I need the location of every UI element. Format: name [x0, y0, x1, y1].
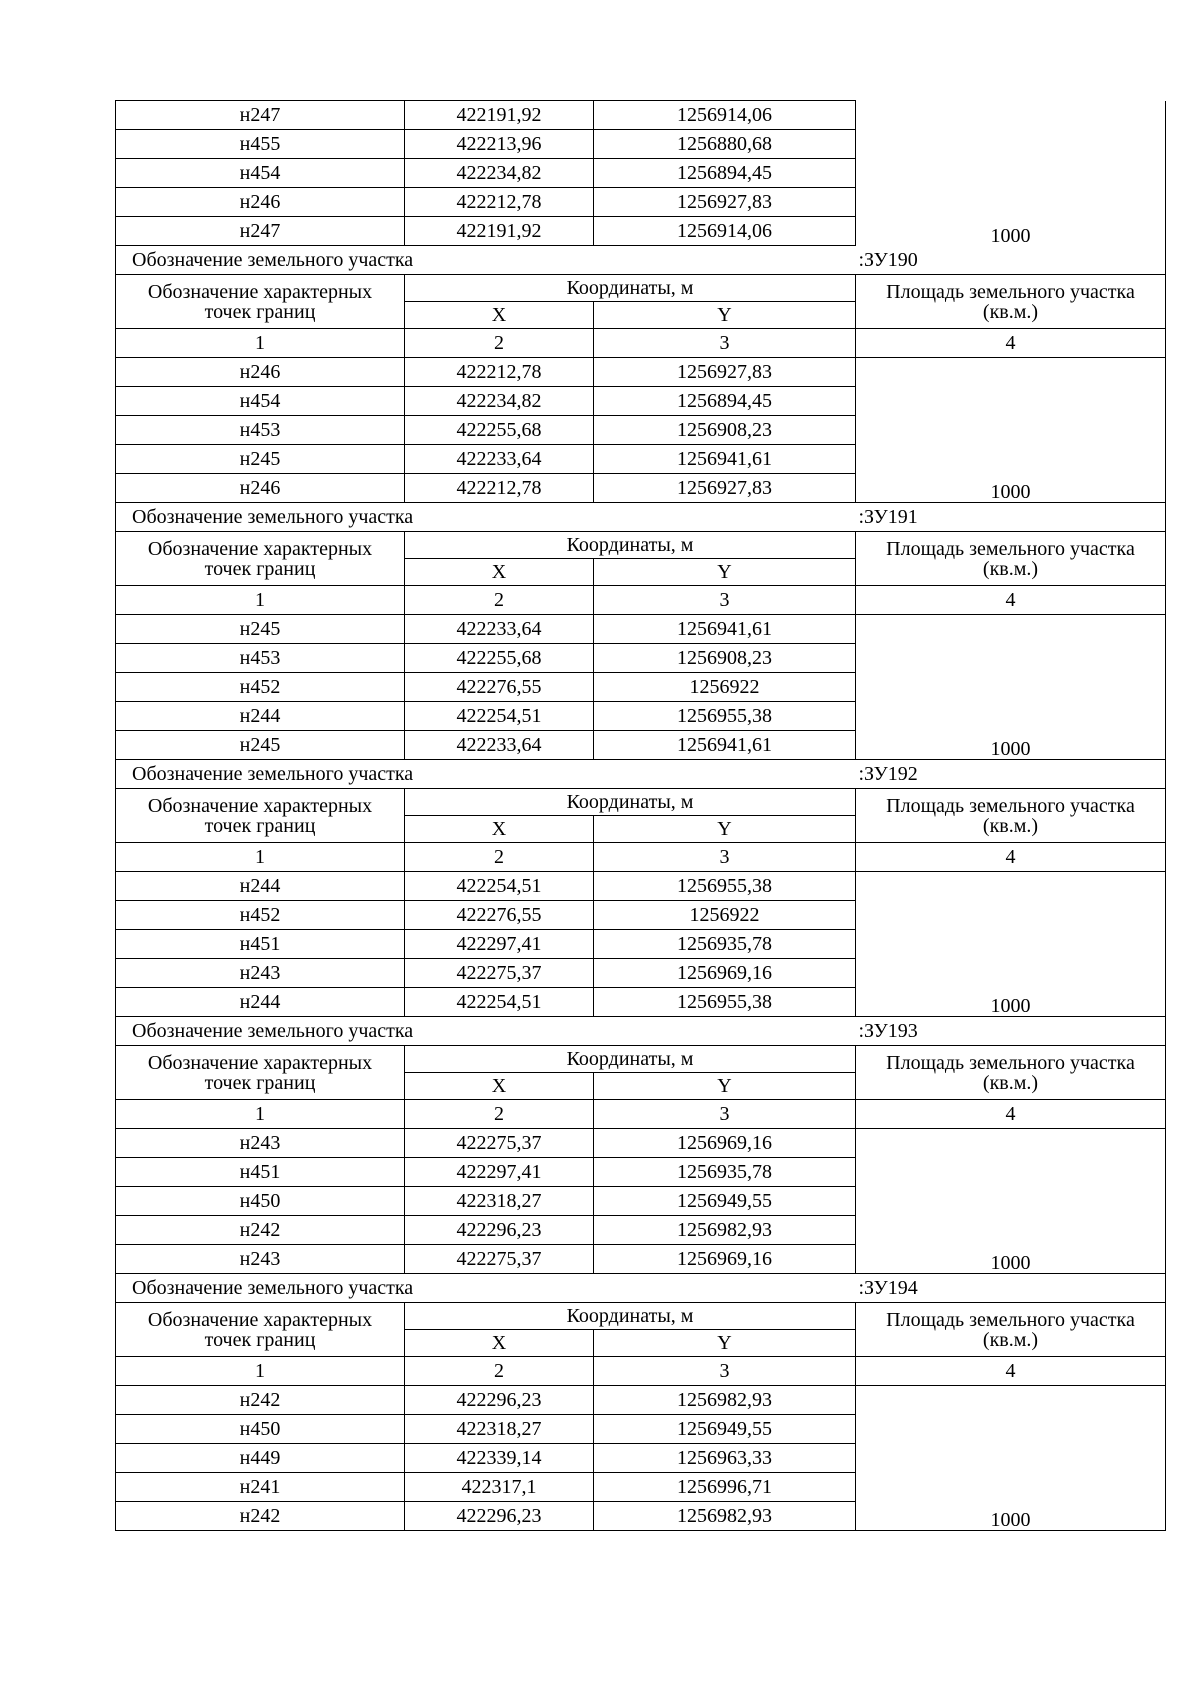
- x-header: X: [405, 559, 594, 586]
- y-coordinate: 1256969,16: [594, 1245, 856, 1274]
- x-coordinate: 422212,78: [405, 188, 594, 217]
- y-coordinate: 1256927,83: [594, 358, 856, 387]
- parcel-header-row: [116, 1017, 1166, 1046]
- points-header: [116, 275, 405, 329]
- coords-header: Координаты, м: [405, 532, 856, 559]
- area-value: 1000: [856, 358, 1166, 503]
- area-header-line-1: Площадь земельного участка: [886, 794, 1135, 817]
- area-header-line-1: Площадь земельного участка: [886, 280, 1135, 303]
- points-header: [116, 789, 405, 843]
- x-coordinate: 422255,68: [405, 416, 594, 445]
- points-header-line-2: точек границ: [204, 1328, 316, 1351]
- points-header: [116, 1046, 405, 1100]
- column-header-row: [116, 1303, 1166, 1330]
- area-header: [856, 1303, 1166, 1357]
- coords-header: Координаты, м: [405, 275, 856, 302]
- x-coordinate: 422233,64: [405, 615, 594, 644]
- area-header: [856, 789, 1166, 843]
- parcel-label: Обозначение земельного участка: [116, 246, 856, 275]
- parcel-id: :ЗУ194: [856, 1274, 1166, 1303]
- table-row: [116, 1386, 1166, 1415]
- y-header: Y: [594, 302, 856, 329]
- y-coordinate: 1256996,71: [594, 1473, 856, 1502]
- points-header-line-1: Обозначение характерных: [147, 1308, 373, 1331]
- y-coordinate: 1256922: [594, 901, 856, 930]
- coords-header: Координаты, м: [405, 1046, 856, 1073]
- col-number-1: 1: [116, 329, 405, 358]
- parcel-header-row: [116, 246, 1166, 275]
- area-header-line-1: Площадь земельного участка: [886, 1308, 1135, 1331]
- col-number-2: 2: [405, 1100, 594, 1129]
- area-value: 1000: [856, 615, 1166, 760]
- x-coordinate: 422275,37: [405, 1245, 594, 1274]
- point-id: н453: [116, 644, 405, 673]
- column-number-row: [116, 329, 1166, 358]
- y-coordinate: 1256908,23: [594, 416, 856, 445]
- col-number-4: 4: [856, 586, 1166, 615]
- x-coordinate: 422254,51: [405, 702, 594, 731]
- x-coordinate: 422275,37: [405, 1129, 594, 1158]
- area-header-line-2: (кв.м.): [982, 300, 1039, 323]
- col-number-3: 3: [594, 329, 856, 358]
- points-header-line-2: точек границ: [204, 1071, 316, 1094]
- parcel-label: Обозначение земельного участка: [116, 1274, 856, 1303]
- x-coordinate: 422212,78: [405, 358, 594, 387]
- coordinates-document: [115, 100, 1165, 1531]
- x-header: X: [405, 816, 594, 843]
- point-id: н245: [116, 445, 405, 474]
- y-coordinate: 1256949,55: [594, 1415, 856, 1444]
- y-coordinate: 1256969,16: [594, 959, 856, 988]
- coords-header: Координаты, м: [405, 789, 856, 816]
- point-id: н450: [116, 1415, 405, 1444]
- y-coordinate: 1256880,68: [594, 130, 856, 159]
- y-coordinate: 1256894,45: [594, 387, 856, 416]
- point-id: н242: [116, 1216, 405, 1245]
- area-value: 1000: [856, 1129, 1166, 1274]
- column-header-row: [116, 532, 1166, 559]
- parcel-header-row: [116, 503, 1166, 532]
- area-header-line-2: (кв.м.): [982, 1328, 1039, 1351]
- parcel-header-row: [116, 1274, 1166, 1303]
- x-coordinate: 422276,55: [405, 673, 594, 702]
- area-header: [856, 532, 1166, 586]
- x-coordinate: 422275,37: [405, 959, 594, 988]
- parcel-id: :ЗУ190: [856, 246, 1166, 275]
- parcel-label: Обозначение земельного участка: [116, 1017, 856, 1046]
- point-id: н246: [116, 188, 405, 217]
- parcel-label: Обозначение земельного участка: [116, 760, 856, 789]
- column-number-row: [116, 586, 1166, 615]
- col-number-2: 2: [405, 843, 594, 872]
- parcel-id: :ЗУ192: [856, 760, 1166, 789]
- area-header-line-1: Площадь земельного участка: [886, 537, 1135, 560]
- x-coordinate: 422318,27: [405, 1187, 594, 1216]
- column-number-row: [116, 1100, 1166, 1129]
- col-number-3: 3: [594, 843, 856, 872]
- y-coordinate: 1256982,93: [594, 1216, 856, 1245]
- y-coordinate: 1256941,61: [594, 445, 856, 474]
- x-coordinate: 422233,64: [405, 731, 594, 760]
- x-coordinate: 422234,82: [405, 387, 594, 416]
- points-header: [116, 532, 405, 586]
- point-id: н243: [116, 1129, 405, 1158]
- x-coordinate: 422297,41: [405, 1158, 594, 1187]
- point-id: н454: [116, 159, 405, 188]
- point-id: н455: [116, 130, 405, 159]
- parcel-id: :ЗУ191: [856, 503, 1166, 532]
- point-id: н244: [116, 872, 405, 901]
- coordinates-table-body: [116, 101, 1166, 1531]
- y-coordinate: 1256941,61: [594, 615, 856, 644]
- y-coordinate: 1256982,93: [594, 1502, 856, 1531]
- y-coordinate: 1256908,23: [594, 644, 856, 673]
- table-row: [116, 615, 1166, 644]
- col-number-4: 4: [856, 1100, 1166, 1129]
- table-row: [116, 358, 1166, 387]
- col-number-4: 4: [856, 843, 1166, 872]
- x-header: X: [405, 302, 594, 329]
- col-number-1: 1: [116, 1357, 405, 1386]
- point-id: н242: [116, 1386, 405, 1415]
- col-number-3: 3: [594, 586, 856, 615]
- point-id: н241: [116, 1473, 405, 1502]
- area-header-line-2: (кв.м.): [982, 557, 1039, 580]
- col-number-2: 2: [405, 329, 594, 358]
- col-number-3: 3: [594, 1357, 856, 1386]
- point-id: н449: [116, 1444, 405, 1473]
- points-header-line-2: точек границ: [204, 814, 316, 837]
- table-row: [116, 872, 1166, 901]
- points-header-line-1: Обозначение характерных: [147, 280, 373, 303]
- y-coordinate: 1256927,83: [594, 188, 856, 217]
- parcel-header-row: [116, 760, 1166, 789]
- y-header: Y: [594, 559, 856, 586]
- x-coordinate: 422233,64: [405, 445, 594, 474]
- col-number-2: 2: [405, 1357, 594, 1386]
- y-coordinate: 1256941,61: [594, 731, 856, 760]
- x-coordinate: 422296,23: [405, 1386, 594, 1415]
- col-number-2: 2: [405, 586, 594, 615]
- point-id: н451: [116, 930, 405, 959]
- x-coordinate: 422296,23: [405, 1502, 594, 1531]
- x-coordinate: 422254,51: [405, 872, 594, 901]
- area-value: 1000: [856, 872, 1166, 1017]
- y-header: Y: [594, 1330, 856, 1357]
- x-coordinate: 422318,27: [405, 1415, 594, 1444]
- area-header-line-1: Площадь земельного участка: [886, 1051, 1135, 1074]
- y-coordinate: 1256963,33: [594, 1444, 856, 1473]
- area-header-line-2: (кв.м.): [982, 1071, 1039, 1094]
- point-id: н244: [116, 702, 405, 731]
- x-coordinate: 422339,14: [405, 1444, 594, 1473]
- area-header: [856, 275, 1166, 329]
- point-id: н247: [116, 217, 405, 246]
- point-id: н246: [116, 474, 405, 503]
- y-coordinate: 1256935,78: [594, 1158, 856, 1187]
- points-header-line-1: Обозначение характерных: [147, 794, 373, 817]
- point-id: н450: [116, 1187, 405, 1216]
- x-coordinate: 422255,68: [405, 644, 594, 673]
- x-coordinate: 422276,55: [405, 901, 594, 930]
- x-coordinate: 422234,82: [405, 159, 594, 188]
- x-header: X: [405, 1330, 594, 1357]
- point-id: н245: [116, 615, 405, 644]
- y-coordinate: 1256914,06: [594, 217, 856, 246]
- area-header: [856, 1046, 1166, 1100]
- point-id: н245: [116, 731, 405, 760]
- col-number-4: 4: [856, 1357, 1166, 1386]
- point-id: н451: [116, 1158, 405, 1187]
- point-id: н454: [116, 387, 405, 416]
- y-coordinate: 1256927,83: [594, 474, 856, 503]
- area-value: 1000: [856, 1386, 1166, 1531]
- area-value: 1000: [856, 101, 1166, 246]
- col-number-1: 1: [116, 843, 405, 872]
- point-id: н243: [116, 1245, 405, 1274]
- y-coordinate: 1256955,38: [594, 702, 856, 731]
- col-number-4: 4: [856, 329, 1166, 358]
- coordinates-table: [115, 100, 1166, 1531]
- point-id: н242: [116, 1502, 405, 1531]
- column-header-row: [116, 789, 1166, 816]
- y-coordinate: 1256914,06: [594, 101, 856, 130]
- coords-header: Координаты, м: [405, 1303, 856, 1330]
- point-id: н243: [116, 959, 405, 988]
- point-id: н452: [116, 901, 405, 930]
- x-coordinate: 422297,41: [405, 930, 594, 959]
- point-id: н247: [116, 101, 405, 130]
- column-header-row: [116, 1046, 1166, 1073]
- points-header-line-2: точек границ: [204, 557, 316, 580]
- y-coordinate: 1256949,55: [594, 1187, 856, 1216]
- y-coordinate: 1256894,45: [594, 159, 856, 188]
- y-coordinate: 1256922: [594, 673, 856, 702]
- point-id: н246: [116, 358, 405, 387]
- x-coordinate: 422296,23: [405, 1216, 594, 1245]
- x-coordinate: 422213,96: [405, 130, 594, 159]
- y-header: Y: [594, 816, 856, 843]
- y-header: Y: [594, 1073, 856, 1100]
- column-number-row: [116, 843, 1166, 872]
- points-header-line-1: Обозначение характерных: [147, 537, 373, 560]
- col-number-1: 1: [116, 586, 405, 615]
- x-coordinate: 422254,51: [405, 988, 594, 1017]
- point-id: н452: [116, 673, 405, 702]
- table-row: [116, 1129, 1166, 1158]
- y-coordinate: 1256955,38: [594, 872, 856, 901]
- x-coordinate: 422191,92: [405, 101, 594, 130]
- parcel-label: Обозначение земельного участка: [116, 503, 856, 532]
- x-coordinate: 422212,78: [405, 474, 594, 503]
- x-coordinate: 422317,1: [405, 1473, 594, 1502]
- col-number-1: 1: [116, 1100, 405, 1129]
- y-coordinate: 1256935,78: [594, 930, 856, 959]
- y-coordinate: 1256955,38: [594, 988, 856, 1017]
- point-id: н244: [116, 988, 405, 1017]
- column-header-row: [116, 275, 1166, 302]
- point-id: н453: [116, 416, 405, 445]
- y-coordinate: 1256982,93: [594, 1386, 856, 1415]
- column-number-row: [116, 1357, 1166, 1386]
- parcel-id: :ЗУ193: [856, 1017, 1166, 1046]
- points-header: [116, 1303, 405, 1357]
- y-coordinate: 1256969,16: [594, 1129, 856, 1158]
- points-header-line-2: точек границ: [204, 300, 316, 323]
- table-row: [116, 101, 1166, 130]
- x-header: X: [405, 1073, 594, 1100]
- points-header-line-1: Обозначение характерных: [147, 1051, 373, 1074]
- col-number-3: 3: [594, 1100, 856, 1129]
- x-coordinate: 422191,92: [405, 217, 594, 246]
- area-header-line-2: (кв.м.): [982, 814, 1039, 837]
